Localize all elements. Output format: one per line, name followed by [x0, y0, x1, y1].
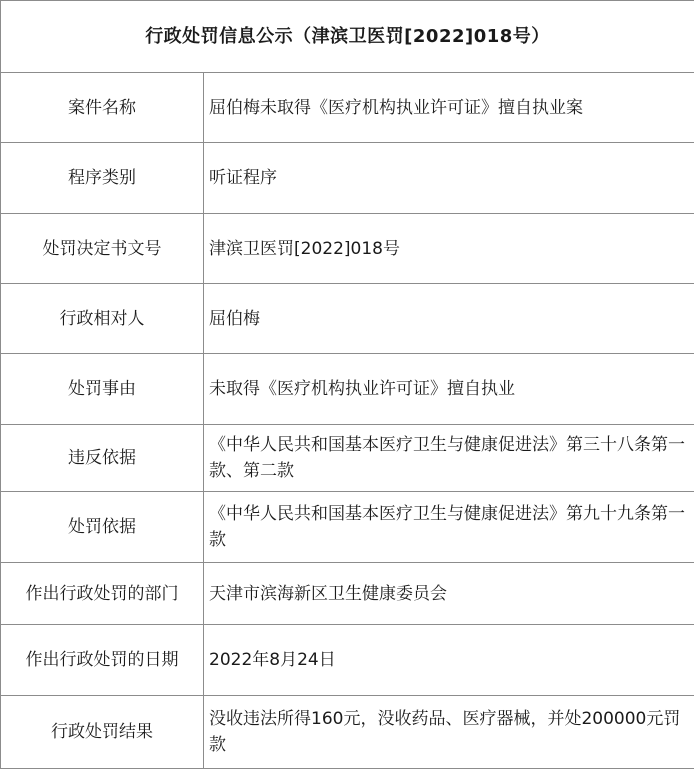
- row-value-issuing-department: 天津市滨海新区卫生健康委员会: [204, 563, 694, 625]
- table-row: [1, 563, 694, 625]
- table-row: [1, 625, 694, 696]
- row-label-procedure-type: 程序类别: [1, 143, 204, 214]
- row-value-penalty-basis: 《中华人民共和国基本医疗卫生与健康促进法》第九十九条第一款: [204, 492, 694, 563]
- table-row: [1, 143, 694, 214]
- row-value-procedure-type: 听证程序: [204, 143, 694, 214]
- row-label-violation-basis: 违反依据: [1, 425, 204, 492]
- table-row: [1, 214, 694, 284]
- table-row: [1, 284, 694, 354]
- table-title: 行政处罚信息公示（津滨卫医罚[2022]018号）: [1, 1, 694, 73]
- row-value-violation-basis: 《中华人民共和国基本医疗卫生与健康促进法》第三十八条第一款、第二款: [204, 425, 694, 492]
- table-row: [1, 425, 694, 492]
- table-row: [1, 696, 694, 769]
- row-value-penalty-result: 没收违法所得160元，没收药品、医疗器械，并处200000元罚款: [204, 696, 694, 769]
- table-row: [1, 354, 694, 425]
- row-label-case-name: 案件名称: [1, 73, 204, 143]
- row-label-penalty-reason: 处罚事由: [1, 354, 204, 425]
- row-value-counterparty: 屈伯梅: [204, 284, 694, 354]
- title-row: [1, 1, 694, 73]
- row-value-decision-number: 津滨卫医罚[2022]018号: [204, 214, 694, 284]
- row-value-case-name: 屈伯梅未取得《医疗机构执业许可证》擅自执业案: [204, 73, 694, 143]
- row-value-penalty-reason: 未取得《医疗机构执业许可证》擅自执业: [204, 354, 694, 425]
- table-row: [1, 73, 694, 143]
- table-row: [1, 492, 694, 563]
- row-label-penalty-result: 行政处罚结果: [1, 696, 204, 769]
- row-label-penalty-basis: 处罚依据: [1, 492, 204, 563]
- row-value-decision-date: 2022年8月24日: [204, 625, 694, 696]
- row-label-decision-date: 作出行政处罚的日期: [1, 625, 204, 696]
- row-label-counterparty: 行政相对人: [1, 284, 204, 354]
- row-label-decision-number: 处罚决定书文号: [1, 214, 204, 284]
- row-label-issuing-department: 作出行政处罚的部门: [1, 563, 204, 625]
